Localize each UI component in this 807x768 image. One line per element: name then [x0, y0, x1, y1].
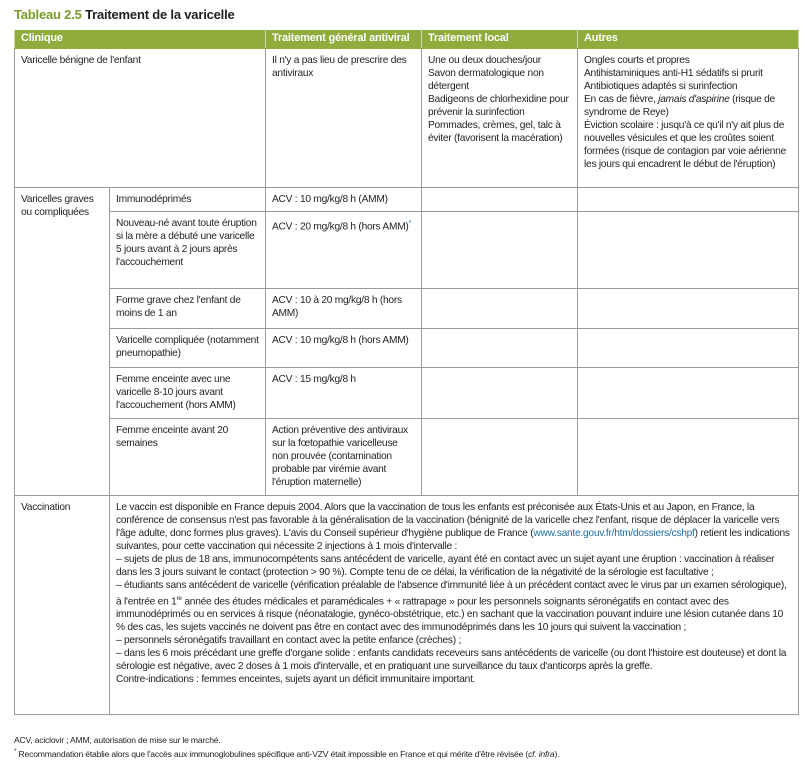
cell-empty	[422, 188, 578, 212]
vaccination-bullet: – dans les 6 mois précédant une greffe d'organe solide : enfants candidats receveurs sans antécédents de varicelle (ou dont l'histoire est douteuse) et dont la sérologie est négative, avec 2 doses à 1 mois d'intervalle, et en pratiquant une surveillance du taux d'anticorps après la greffe.	[116, 648, 787, 673]
cell-severe-antiviral: ACV : 10 à 20 mg/kg/8 h (hors AMM)	[266, 289, 422, 329]
header-autres: Autres	[578, 30, 799, 49]
table-number: Tableau 2.5	[14, 7, 82, 22]
cell-vaccination-label: Vaccination	[15, 496, 110, 715]
note-text-end: ).	[554, 748, 560, 759]
intro-text-end: ) retient les indications suivantes, pour cette vaccination qui nécessite 2 injections à 1 mois d'intervalle :	[116, 528, 790, 552]
cell-severe-clinique: Nouveau-né avant toute éruption si la mère a débuté une varicelle 5 jours avant à 2 jours après l'accouchement	[110, 212, 266, 289]
autres-item: Éviction scolaire : jusqu'à ce qu'il n'y ait plus de nouvelles vésicules et que les croûtes soient formées (risque de contagion par voie aérienne les jours qui encadrent le début de l'éruption)	[584, 120, 787, 170]
table-row	[15, 49, 799, 188]
cell-empty	[578, 212, 799, 289]
cell-severe-antiviral	[266, 212, 422, 289]
cell-severe-antiviral: ACV : 15 mg/kg/8 h	[266, 368, 422, 419]
recommendation-note	[14, 746, 794, 760]
local-item: Une ou deux douches/jour	[428, 55, 541, 66]
table-title: Traitement de la varicelle	[85, 7, 235, 22]
antiviral-text: ACV : 20 mg/kg/8 h (hors AMM)	[272, 221, 409, 233]
cell-severe-clinique: Immunodéprimés	[110, 188, 266, 212]
autres-item	[584, 93, 793, 119]
autres-no-aspirin: jamais d'aspirine	[658, 94, 730, 105]
cell-empty	[578, 329, 799, 368]
cshpf-link[interactable]: www.sante.gouv.fr/htm/dossiers/cshpf	[533, 528, 695, 539]
ordinal-sup: re	[176, 595, 182, 602]
table-header-row	[15, 30, 799, 49]
vaccination-bullet: – personnels séronégatifs travaillant en contact avec la petite enfance (crèches) ;	[116, 635, 462, 647]
table-row	[15, 188, 799, 212]
intro-text: Le vaccin est disponible en France depuis 2004. Alors que la vaccination de tous les enfants est préconisée aux États-Unis et au Japon, en France, la conférence de consensus n'est pas favorable à la généralisation de la vaccination (bénignité de la varicelle chez l'enfant, risque de déplacer la varicelle vers l'âge adulte, donc formes plus graves). L'avis du Conseil supérieur d'hygiène publique de France (	[116, 502, 780, 539]
autres-reye-text: (risque de syndrome de Reye)	[584, 94, 775, 118]
vaccination-intro	[116, 501, 793, 553]
cell-empty	[422, 212, 578, 289]
autres-fever-text: En cas de fièvre,	[584, 94, 659, 105]
cell-benign-local	[422, 49, 578, 188]
cell-severe-clinique: Varicelle compliquée (notamment pneumopathie)	[110, 329, 266, 368]
autres-item: Antihistaminiques anti-H1 sédatifs si prurit	[584, 68, 763, 79]
table-row	[15, 329, 799, 368]
header-antiviral: Traitement général antiviral	[266, 30, 422, 49]
note-star: *	[14, 748, 17, 755]
cell-empty	[422, 289, 578, 329]
local-item: Pommades, crèmes, gel, talc à éviter (favorisent la macération)	[428, 120, 563, 144]
cell-severe-clinique: Femme enceinte avec une varicelle 8-10 jours avant l'accouchement (hors AMM)	[110, 368, 266, 419]
cell-benign-clinique: Varicelle bénigne de l'enfant	[15, 49, 266, 188]
local-item: Savon dermatologique non détergent	[428, 68, 544, 92]
bullet-text: – étudiants sans antécédent de varicelle (vérification préalable de l'absence d'immunité liée à un précédent contact avec le virus par un examen sérologique), à l'entrée en 1	[116, 580, 787, 608]
cell-vaccination-text	[110, 496, 799, 715]
note-text: Recommandation établie alors que l'accès aux immunoglobulines spécifique anti-VZV était impossible en France et qui mérite d'être révisée (	[16, 748, 529, 759]
vaccination-bullet	[116, 579, 793, 634]
cell-severe-clinique: Forme grave chez l'enfant de moins de 1 an	[110, 289, 266, 329]
header-local: Traitement local	[422, 30, 578, 49]
cell-empty	[422, 329, 578, 368]
cell-benign-antiviral: Il n'y a pas lieu de prescrire des antiviraux	[266, 49, 422, 188]
cell-empty	[578, 368, 799, 419]
vaccination-contraindications: Contre-indications : femmes enceintes, sujets ayant un déficit immunitaire important.	[116, 674, 476, 686]
cell-empty	[422, 368, 578, 419]
cell-benign-autres	[578, 49, 799, 188]
bullet-text-end: année des études médicales et paramédicales + « rattrapage » pour les personnels soignants séronégatifs en contact avec des immunodéprimés ou en services à risque (néonatalogie, gynéco-obstétrique, etc.) en sachant que la vaccination pouvant induire une lésion cutanée dans 10 % des cas, les sujets vaccinés ne doivent pas être en contact avec des immunodéprimés dans les 10 jours qui suivent la vaccination ;	[116, 596, 784, 634]
cell-empty	[578, 188, 799, 212]
header-clinique: Clinique	[15, 30, 266, 49]
autres-item: Antibiotiques adaptés si surinfection	[584, 81, 738, 92]
cell-severe-antiviral: ACV : 10 mg/kg/8 h (AMM)	[266, 188, 422, 212]
table-notes	[14, 734, 794, 760]
autres-item: Ongles courts et propres	[584, 55, 690, 66]
footnote-mark: *	[408, 220, 412, 227]
note-cf: cf. infra	[528, 748, 555, 759]
cell-severe-label: Varicelles graves ou compliquées	[15, 188, 110, 496]
table-row	[15, 419, 799, 496]
table-row	[15, 212, 799, 289]
table-caption	[14, 7, 235, 22]
table-row	[15, 368, 799, 419]
cell-severe-clinique: Femme enceinte avant 20 semaines	[110, 419, 266, 496]
cell-empty	[578, 289, 799, 329]
cell-empty	[578, 419, 799, 496]
cell-severe-antiviral: Action préventive des antiviraux sur la fœtopathie varicelleuse non prouvée (contamination probable par virémie avant l'éruption maternelle)	[266, 419, 422, 496]
local-item: Badigeons de chlorhexidine pour prévenir la surinfection	[428, 94, 569, 118]
cell-empty	[422, 419, 578, 496]
abbreviations-note: ACV, aciclovir ; AMM, autorisation de mise sur le marché.	[14, 735, 221, 745]
treatment-table	[14, 29, 799, 715]
vaccination-bullet: – sujets de plus de 18 ans, immunocompétents sans antécédent de varicelle, ayant été en contact avec un sujet ayant une éruption : vaccination à réaliser dans les 3 jours suivant le contact (protection > 90 %). Compte tenu de ce délai, la vérification de la négativité de la sérologie est facultative ;	[116, 554, 775, 578]
table-row	[15, 289, 799, 329]
table-row	[15, 496, 799, 715]
cell-severe-antiviral: ACV : 10 mg/kg/8 h (hors AMM)	[266, 329, 422, 368]
